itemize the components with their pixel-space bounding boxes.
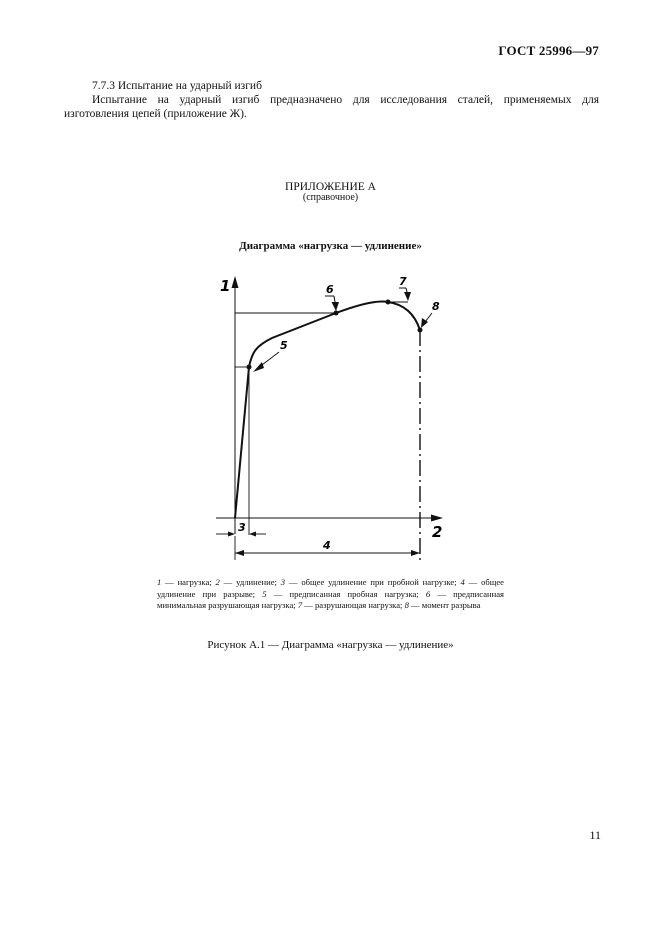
- point-min-break-load: [334, 311, 339, 316]
- load-elongation-diagram: [195, 270, 455, 570]
- legend-text-1: — нагрузка;: [161, 577, 216, 587]
- legend-num-3: 3: [280, 577, 286, 587]
- diagram-title: Диаграмма «нагрузка — удлинение»: [239, 240, 422, 252]
- page-number: 11: [589, 828, 601, 842]
- label-elongation-proof: 3: [238, 521, 246, 534]
- label-min-break-load: 6: [326, 283, 334, 296]
- legend-num-1: 1: [157, 577, 162, 587]
- label-elongation-total: 4: [323, 539, 331, 552]
- section-heading: 7.7.3 Испытание на ударный изгиб: [92, 80, 262, 92]
- point-break-load: [386, 300, 391, 305]
- dim-3-arrow-left: [228, 532, 235, 537]
- leader-8: [425, 313, 432, 322]
- appendix-subtitle: (справочное): [302, 192, 359, 203]
- legend-text-4: — общее удлинение при разрыве;: [157, 577, 504, 599]
- legend-num-7: 7: [297, 600, 303, 610]
- dim-4-arrow-left: [235, 550, 244, 556]
- point-rupture: [418, 328, 423, 333]
- load-elongation-curve: [235, 301, 420, 518]
- figure-caption: Рисунок А.1 — Диаграмма «нагрузка — удлинение»: [207, 639, 454, 651]
- axis-x-label: 2: [432, 523, 443, 541]
- leader-7-arrowhead: [404, 292, 411, 301]
- document-code: ГОСТ 25996—97: [498, 43, 599, 58]
- dim-3-arrow-right: [249, 532, 256, 537]
- legend-text-6: — предписанная минимальная разрушающая нагрузка;: [157, 588, 504, 610]
- legend-num-2: 2: [215, 577, 220, 587]
- paragraph-line-2: изготовления цепей (приложение Ж).: [64, 108, 247, 120]
- legend-num-4: 4: [460, 577, 465, 587]
- legend-num-5: 5: [262, 588, 267, 599]
- label-break-load: 7: [399, 275, 407, 288]
- label-rupture: 8: [432, 300, 440, 313]
- point-proof-load: [247, 365, 252, 370]
- legend-num-6: 6: [425, 588, 431, 599]
- leader-6-arrowhead: [332, 302, 340, 311]
- appendix-title: ПРИЛОЖЕНИЕ А: [285, 181, 376, 193]
- label-proof-load: 5: [280, 339, 288, 352]
- legend-text-8: — момент разрыва: [408, 600, 481, 610]
- legend-text-5: — предписанная пробная нагрузка;: [266, 588, 426, 599]
- x-axis-arrowhead: [431, 515, 443, 522]
- leader-5-arrowhead: [253, 362, 264, 372]
- legend-num-8: 8: [404, 600, 409, 610]
- legend-text-2: — удлинение;: [219, 577, 281, 587]
- diagram-legend: [157, 577, 504, 612]
- section-paragraph: [64, 93, 599, 121]
- dim-4-arrow-right: [411, 550, 420, 556]
- legend-text-3: — общее удлинение при пробной нагрузке;: [285, 577, 461, 587]
- paragraph-line-1: Испытание на ударный изгиб предназначено для исследования сталей, применяемых для: [92, 94, 599, 106]
- legend-text-7: — разрушающая нагрузка;: [302, 600, 405, 610]
- y-axis-arrowhead: [232, 276, 239, 288]
- axis-y-label: 1: [220, 277, 231, 295]
